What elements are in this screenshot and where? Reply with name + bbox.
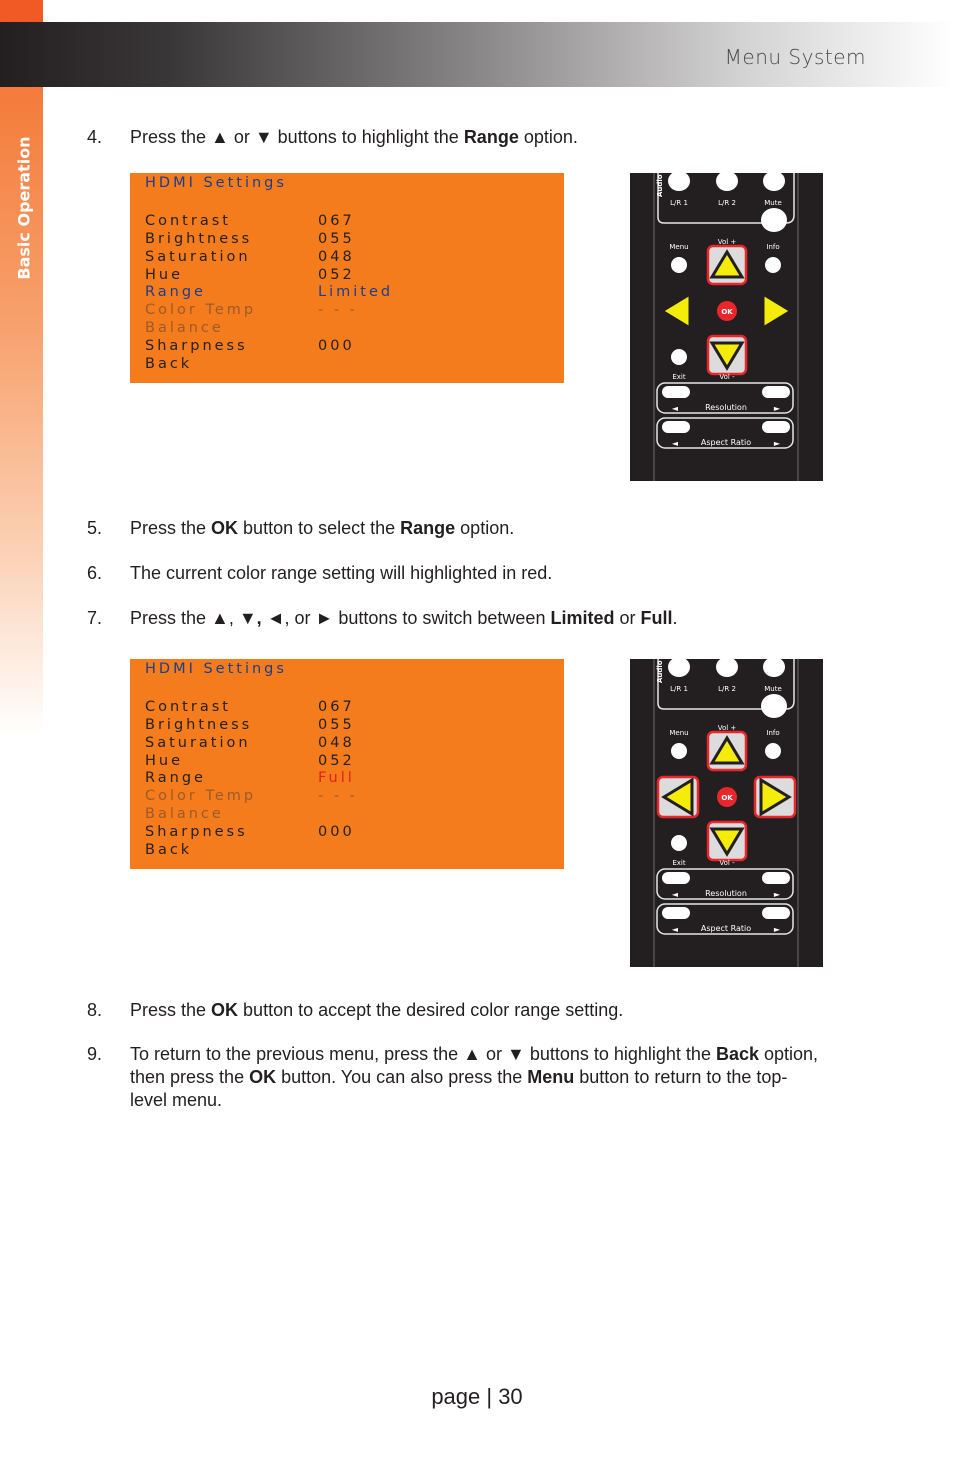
left-triangle-icon: ◄ bbox=[671, 439, 679, 448]
osd-row-disabled: Color Temp - - - bbox=[145, 788, 358, 804]
mute-label: Mute bbox=[764, 199, 782, 207]
osd-menu-limited bbox=[130, 173, 564, 383]
osd-row-range-highlighted: Range Limited bbox=[145, 284, 394, 300]
vol-up-label: Vol + bbox=[717, 238, 737, 246]
step-text: Press the ▲ or ▼ buttons to highlight the Range option. bbox=[130, 127, 578, 147]
right-triangle-icon: ► bbox=[773, 925, 781, 934]
step-number: 8. bbox=[87, 1000, 103, 1020]
remote-control-updown bbox=[630, 173, 823, 481]
mute-label: Mute bbox=[764, 685, 782, 693]
left-triangle-icon: ◄ bbox=[671, 890, 679, 899]
step-number: 7. bbox=[87, 608, 103, 628]
osd-row: Hue 052 bbox=[145, 753, 355, 769]
lr2-label: L/R 2 bbox=[718, 199, 736, 207]
osd-menu-full bbox=[130, 659, 564, 869]
step-text: The current color range setting will highlighted in red. bbox=[130, 563, 553, 583]
osd-row-disabled: Color Temp - - - bbox=[145, 302, 358, 318]
aspect-right-button[interactable] bbox=[762, 907, 790, 919]
osd-row: Brightness 055 bbox=[145, 717, 355, 733]
left-triangle-icon: ◄ bbox=[671, 925, 679, 934]
left-triangle-icon: ◄ bbox=[671, 404, 679, 413]
exit-label: Exit bbox=[672, 373, 686, 381]
menu-button[interactable] bbox=[671, 257, 687, 273]
osd-row: Contrast 067 bbox=[145, 699, 355, 715]
step-text: Press the OK button to select the Range option. bbox=[130, 518, 515, 538]
aspect-ratio-label: Aspect Ratio bbox=[700, 438, 752, 447]
mute-button[interactable] bbox=[761, 208, 787, 232]
osd-row: Back bbox=[145, 842, 193, 858]
resolution-left-button[interactable] bbox=[662, 872, 690, 884]
sidebar-strip bbox=[0, 0, 43, 735]
osd-row: Saturation 048 bbox=[145, 735, 355, 751]
resolution-right-button[interactable] bbox=[762, 386, 790, 398]
osd-row: Hue 052 bbox=[145, 267, 355, 283]
right-triangle-icon: ► bbox=[773, 404, 781, 413]
osd-row: Saturation 048 bbox=[145, 249, 355, 265]
right-triangle-icon: ► bbox=[773, 439, 781, 448]
info-label: Info bbox=[766, 729, 780, 737]
sidebar-cap bbox=[0, 0, 43, 22]
mute-button[interactable] bbox=[761, 694, 787, 718]
osd-row-disabled: Balance bbox=[145, 320, 224, 336]
osd-row: Contrast 067 bbox=[145, 213, 355, 229]
vol-down-label: Vol - bbox=[719, 373, 735, 381]
ok-label: OK bbox=[721, 794, 733, 802]
exit-label: Exit bbox=[672, 859, 686, 867]
aspect-left-button[interactable] bbox=[662, 421, 690, 433]
vol-down-label: Vol - bbox=[719, 859, 735, 867]
info-button[interactable] bbox=[765, 743, 781, 759]
step-text: To return to the previous menu, press the ▲ or ▼ buttons to highlight the Back option, then press the OK button. You can also press the Menu button to return to the top-level menu. bbox=[130, 1044, 819, 1110]
step-number: 4. bbox=[87, 127, 103, 147]
menu-label: Menu bbox=[669, 729, 689, 737]
osd-row-disabled: Balance bbox=[145, 806, 224, 822]
header-title: Menu System bbox=[724, 45, 866, 69]
ok-label: OK bbox=[721, 308, 733, 316]
step-number: 5. bbox=[87, 518, 103, 538]
remote-control-all-arrows bbox=[630, 659, 823, 967]
remote-illustration bbox=[630, 659, 823, 967]
lr1-label: L/R 1 bbox=[670, 199, 688, 207]
vol-up-label: Vol + bbox=[717, 724, 737, 732]
menu-button[interactable] bbox=[671, 743, 687, 759]
exit-button[interactable] bbox=[671, 835, 687, 851]
info-button[interactable] bbox=[765, 257, 781, 273]
resolution-right-button[interactable] bbox=[762, 872, 790, 884]
info-label: Info bbox=[766, 243, 780, 251]
aspect-ratio-label: Aspect Ratio bbox=[700, 924, 752, 933]
resolution-label: Resolution bbox=[705, 889, 747, 898]
step-number: 6. bbox=[87, 563, 103, 583]
step-text: Press the OK button to accept the desired color range setting. bbox=[130, 1000, 624, 1020]
sidebar-section-label: Basic Operation bbox=[14, 136, 34, 280]
osd-row: Sharpness 000 bbox=[145, 824, 355, 840]
osd-title: HDMI Settings bbox=[145, 175, 287, 191]
lr2-label: L/R 2 bbox=[718, 685, 736, 693]
aspect-right-button[interactable] bbox=[762, 421, 790, 433]
osd-row: Brightness 055 bbox=[145, 231, 355, 247]
remote-illustration bbox=[630, 173, 823, 481]
step-text: Press the ▲, ▼, ◄, or ► buttons to switch between Limited or Full. bbox=[130, 608, 678, 628]
menu-label: Menu bbox=[669, 243, 689, 251]
osd-row: Sharpness 000 bbox=[145, 338, 355, 354]
osd-row-range-selected: Range Full bbox=[145, 770, 355, 786]
right-triangle-icon: ► bbox=[773, 890, 781, 899]
page-number: page | 30 bbox=[431, 1384, 523, 1409]
lr1-label: L/R 1 bbox=[670, 685, 688, 693]
aspect-left-button[interactable] bbox=[662, 907, 690, 919]
resolution-label: Resolution bbox=[705, 403, 747, 412]
exit-button[interactable] bbox=[671, 349, 687, 365]
osd-row: Back bbox=[145, 356, 193, 372]
audio-label: Audio bbox=[656, 174, 664, 197]
osd-title: HDMI Settings bbox=[145, 661, 287, 677]
resolution-left-button[interactable] bbox=[662, 386, 690, 398]
audio-label: Audio bbox=[656, 660, 664, 683]
step-number: 9. bbox=[87, 1044, 103, 1064]
